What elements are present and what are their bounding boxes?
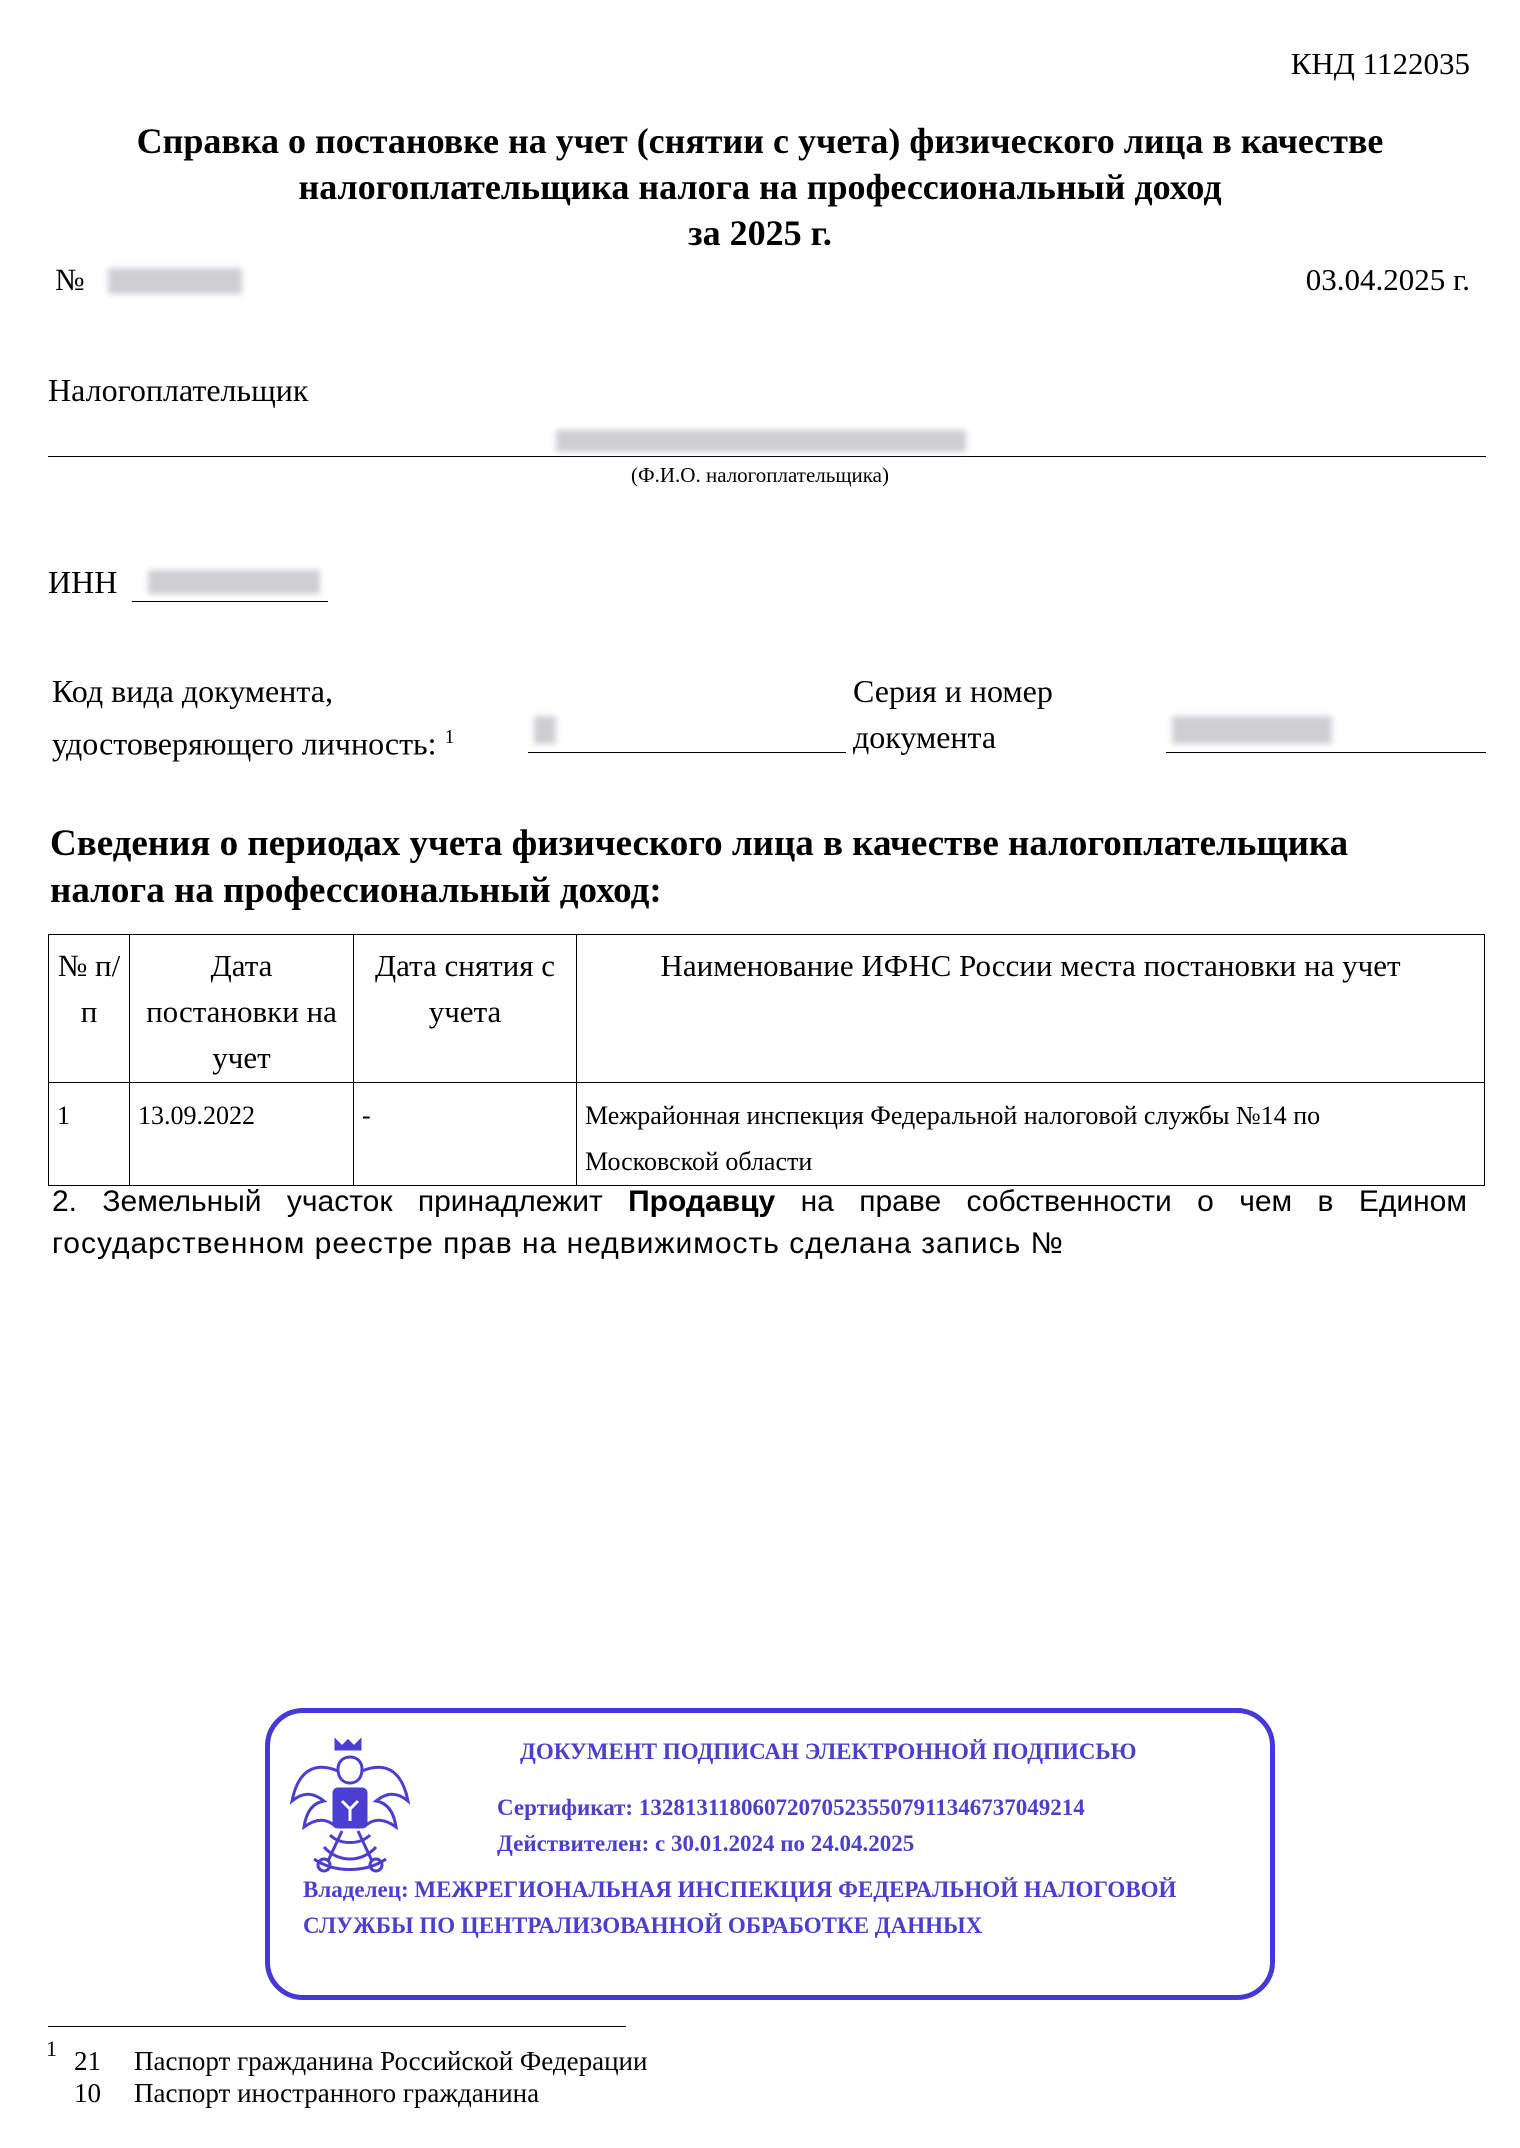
electronic-signature-stamp: [265, 1708, 1275, 2000]
footnote-separator: [48, 2026, 626, 2027]
ifns-line2: Московской области: [585, 1147, 813, 1176]
cell-reg-date: 13.09.2022: [130, 1083, 354, 1186]
redacted-fio: [556, 430, 966, 452]
taxpayer-label: Налогоплательщик: [48, 372, 309, 408]
redacted-doc-code: [534, 716, 556, 744]
th-dereg-date: Дата снятия с учета: [354, 935, 577, 1083]
doc-code-label-line1: Код вида документа,: [52, 673, 333, 709]
ifns-line1: Межрайонная инспекция Федеральной налоговой службы №14 по: [585, 1101, 1321, 1130]
registration-periods-table: [48, 934, 1485, 1186]
stamp-certificate: Сертификат: 132813118060720705235507911346737049214: [497, 1795, 1085, 1820]
redacted-number: [108, 268, 242, 294]
doc-series-label-line2: документа: [853, 719, 997, 755]
table-row: [49, 1083, 1485, 1186]
fio-underline: [48, 456, 1486, 457]
stamp-valid-period: Действителен: с 30.01.2024 по 24.04.2025: [497, 1831, 915, 1856]
stamp-owner-line2: СЛУЖБЫ ПО ЦЕНТРАЛИЗОВАННОЙ ОБРАБОТКЕ ДАННЫХ: [303, 1913, 983, 1938]
th-reg-date: Дата постановки на учет: [130, 935, 354, 1083]
overlay-text-line1: 2. Земельный участок принадлежит Продавцу на праве собственности о чем в Едином: [52, 1185, 1467, 1218]
doc-series-label-line1: Серия и номер: [853, 673, 1053, 709]
th-number: № п/п: [49, 935, 130, 1083]
doc-code-label: [52, 668, 455, 767]
stamp-heading: ДОКУМЕНТ ПОДПИСАН ЭЛЕКТРОННОЙ ПОДПИСЬЮ: [520, 1739, 1137, 1764]
title-line-1: Справка о постановке на учет (снятии с учета) физического лица в качестве: [136, 121, 1384, 161]
title-line-3: за 2025 г.: [688, 213, 832, 253]
fio-caption: (Ф.И.О. налогоплательщика): [631, 463, 889, 487]
title-line-2: налогоплательщика налога на профессиональный доход: [298, 167, 1222, 207]
inn-underline: [132, 601, 328, 602]
footnote-code-2: 10: [74, 2078, 101, 2108]
knd-code: КНД 1122035: [1290, 46, 1470, 81]
coat-of-arms-icon: [284, 1731, 416, 1879]
footnote-marker: 1: [46, 2036, 57, 2061]
section-title-line2: налога на профессиональный доход:: [50, 870, 662, 911]
th-ifns-name: Наименование ИФНС России места постановки на учет: [577, 935, 1485, 1083]
doc-series-underline: [1166, 752, 1486, 753]
doc-code-label-line2: удостоверяющего личность: $^1$: [52, 725, 455, 762]
document-title: [0, 118, 1520, 256]
stamp-owner-line1: Владелец: МЕЖРЕГИОНАЛЬНАЯ ИНСПЕКЦИЯ ФЕДЕРАЛЬНОЙ НАЛОГОВОЙ: [303, 1877, 1177, 1902]
redacted-inn: [148, 570, 320, 594]
doc-code-underline: [528, 752, 846, 753]
number-sign: №: [55, 262, 85, 297]
doc-series-label: [853, 668, 1053, 760]
section-title-line1: Сведения о периодах учета физического лица в качестве налогоплательщика: [50, 823, 1349, 864]
redacted-doc-series: [1172, 716, 1332, 744]
cell-ifns-name: [577, 1083, 1485, 1186]
section-title: [50, 820, 1490, 914]
overlay-text-line2: государственном реестре прав на недвижимость сделана запись №: [52, 1227, 1064, 1260]
footnote-text-1: Паспорт гражданина Российской Федерации: [134, 2046, 648, 2076]
footnote-text-2: Паспорт иностранного гражданина: [134, 2078, 540, 2108]
footnote-code-1: 21: [74, 2046, 101, 2076]
cell-dereg-date: -: [354, 1083, 577, 1186]
document-date: 03.04.2025 г.: [1305, 262, 1470, 297]
inn-label: ИНН: [48, 564, 118, 600]
cell-number: 1: [49, 1083, 130, 1186]
